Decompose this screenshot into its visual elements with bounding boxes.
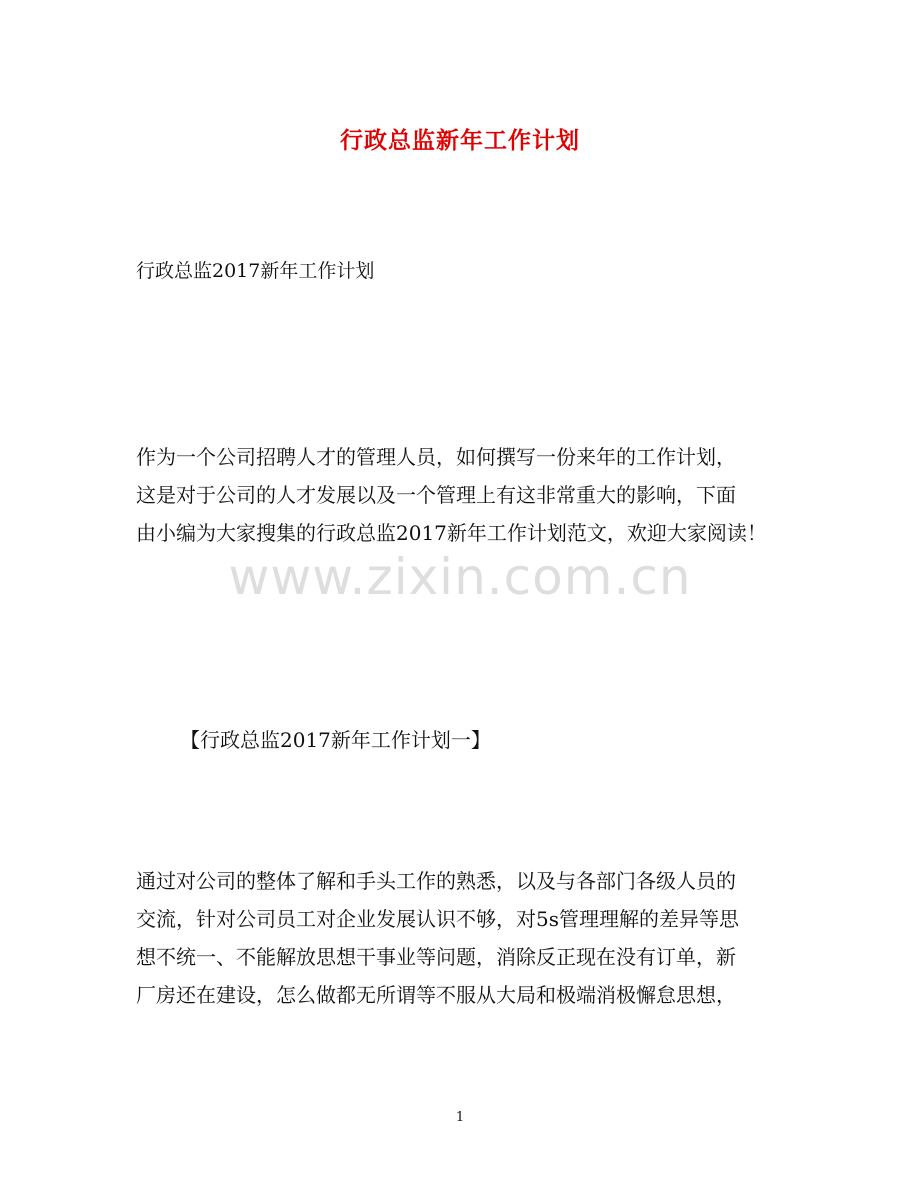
intro-line: 作为一个公司招聘人才的管理人员，如何撰写一份来年的工作计划， [136,445,736,469]
page-number: 1 [455,1110,465,1125]
document-title: 行政总监新年工作计划 [340,127,580,154]
watermark: www.zixin.com.cn [228,548,692,606]
body-line: 通过对公司的整体了解和手头工作的熟悉，以及与各部门各级人员的 [136,869,736,893]
body-paragraph [136,862,786,1014]
section-heading: 【行政总监2017新年工作计划一】 [180,728,491,752]
intro-line: 由小编为大家搜集的行政总监2017新年工作计划范文，欢迎大家阅读！ [136,521,767,545]
body-line: 想不统一、不能解放思想干事业等问题，消除反正现在没有订单，新 [136,945,736,969]
body-line: 厂房还在建设，怎么做都无所谓等不服从大局和极端消极懈怠思想， [136,983,736,1007]
intro-paragraph [136,438,786,552]
body-line: 交流，针对公司员工对企业发展认识不够，对5s管理理解的差异等思 [136,907,739,931]
document-subtitle: 行政总监2017新年工作计划 [136,260,375,282]
intro-line: 这是对于公司的人才发展以及一个管理上有这非常重大的影响，下面 [136,483,736,507]
